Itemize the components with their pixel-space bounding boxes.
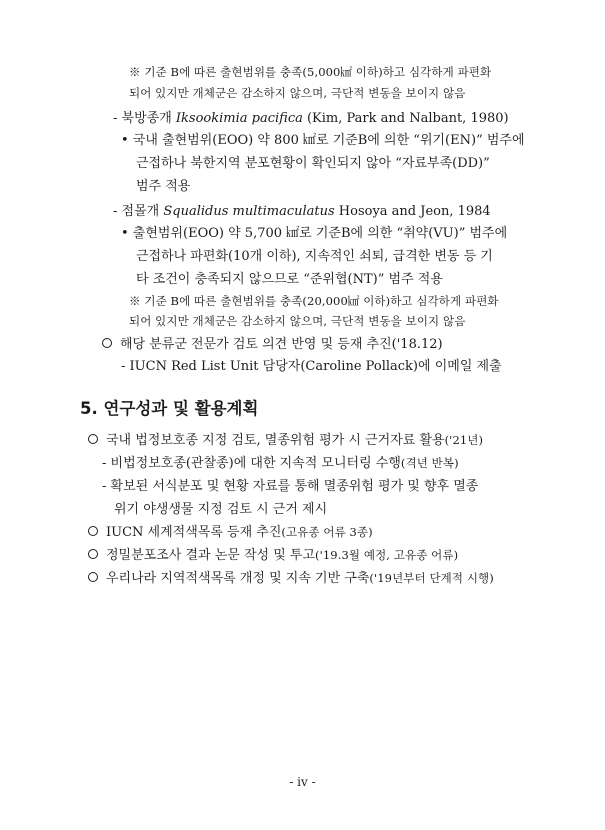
plan-item-2-detail: (고유종 어류 3종) <box>281 525 373 539</box>
plan-item-1-sub-1-detail: (격년 반복) <box>400 456 459 470</box>
plan-item-4-text: 우리나라 지역적색목록 개정 및 지속 기반 구축 <box>106 571 370 586</box>
plan-item-1 <box>88 434 483 447</box>
circle-bullet-icon <box>102 338 112 348</box>
plan-item-2-text: IUCN 세계적색목록 등재 추진 <box>106 525 282 540</box>
plan-item-3-text: 정밀분포조사 결과 논문 작성 및 투고 <box>106 548 316 563</box>
plan-item-2 <box>88 526 373 539</box>
plan-item-1-sub-1-text: - 비법정보호종(관찰종)에 대한 지속적 모니터링 수행 <box>102 456 401 471</box>
circle-bullet-icon <box>88 526 98 536</box>
species-1-assessment-line-2: 근접하나 북한지역 분포현황이 확인되지 않아 “자료부족(DD)” <box>136 156 490 171</box>
species-2-scientific-name: Squalidus multimaculatus <box>163 204 335 219</box>
expert-review-item <box>102 338 443 351</box>
species-1-scientific-name: Iksookimia pacifica <box>175 111 303 126</box>
criteria-note-1-line-1: ※ 기준 B에 따른 출현범위를 충족(5,000㎢ 이하)하고 심각하게 파편화 <box>129 65 492 79</box>
plan-item-4 <box>88 572 494 585</box>
species-1-assessment-line-1: • 국내 출현범위(EOO) 약 800 ㎢로 기준B에 의한 “위기(EN)” 범주에 <box>121 133 525 148</box>
plan-item-3 <box>88 549 458 562</box>
expert-review-text: 해당 분류군 전문가 검토 의견 반영 및 등재 추진('18.12) <box>120 337 443 352</box>
plan-item-1-sub-2-line-1: - 확보된 서식분포 및 현황 자료를 통해 멸종위험 평가 및 향후 멸종 <box>102 479 479 494</box>
species-1-prefix: - 북방종개 <box>113 111 176 126</box>
species-2-author: Hosoya and Jeon, 1984 <box>334 204 491 219</box>
criteria-note-2-line-2: 되어 있지만 개체군은 감소하지 않으며, 극단적 변동을 보이지 않음 <box>129 314 466 328</box>
iucn-submission-note: - IUCN Red List Unit 담당자(Caroline Pollack)에 이메일 제출 <box>121 359 502 374</box>
species-2-heading <box>113 205 491 218</box>
circle-bullet-icon <box>88 572 98 582</box>
page-number: - iv - <box>289 775 316 789</box>
species-1-assessment-line-3: 범주 적용 <box>136 179 191 194</box>
circle-bullet-icon <box>88 549 98 559</box>
circle-bullet-icon <box>88 434 98 444</box>
section-5-title: 5. 연구성과 및 활용계획 <box>80 399 259 418</box>
species-2-assessment-line-1: • 출현범위(EOO) 약 5,700 ㎢로 기준B에 의한 “취약(VU)” 범주에 <box>121 226 508 241</box>
plan-item-3-detail: ('19.3월 예정, 고유종 어류) <box>315 548 459 562</box>
species-2-assessment-line-3: 타 조건이 충족되지 않으므로 “준위협(NT)” 범주 적용 <box>136 272 443 287</box>
plan-item-1-sub-1 <box>102 457 459 470</box>
species-1-author: (Kim, Park and Nalbant, 1980) <box>302 111 509 126</box>
criteria-note-2-line-1: ※ 기준 B에 따른 출현범위를 충족(20,000㎢ 이하)하고 심각하게 파편화 <box>129 294 499 308</box>
plan-item-1-sub-2-line-2: 위기 야생생물 지정 검토 시 근거 제시 <box>114 502 328 517</box>
species-1-heading <box>113 112 509 125</box>
criteria-note-1-line-2: 되어 있지만 개체군은 감소하지 않으며, 극단적 변동을 보이지 않음 <box>129 86 466 100</box>
species-2-assessment-line-2: 근접하나 파편화(10개 이하), 지속적인 쇠퇴, 급격한 변동 등 기 <box>136 249 493 264</box>
plan-item-1-detail: ('21년) <box>444 433 484 447</box>
plan-item-1-text: 국내 법정보호종 지정 검토, 멸종위험 평가 시 근거자료 활용 <box>106 433 445 448</box>
plan-item-4-detail: ('19년부터 단계적 시행) <box>369 571 494 585</box>
species-2-prefix: - 점몰개 <box>113 204 164 219</box>
